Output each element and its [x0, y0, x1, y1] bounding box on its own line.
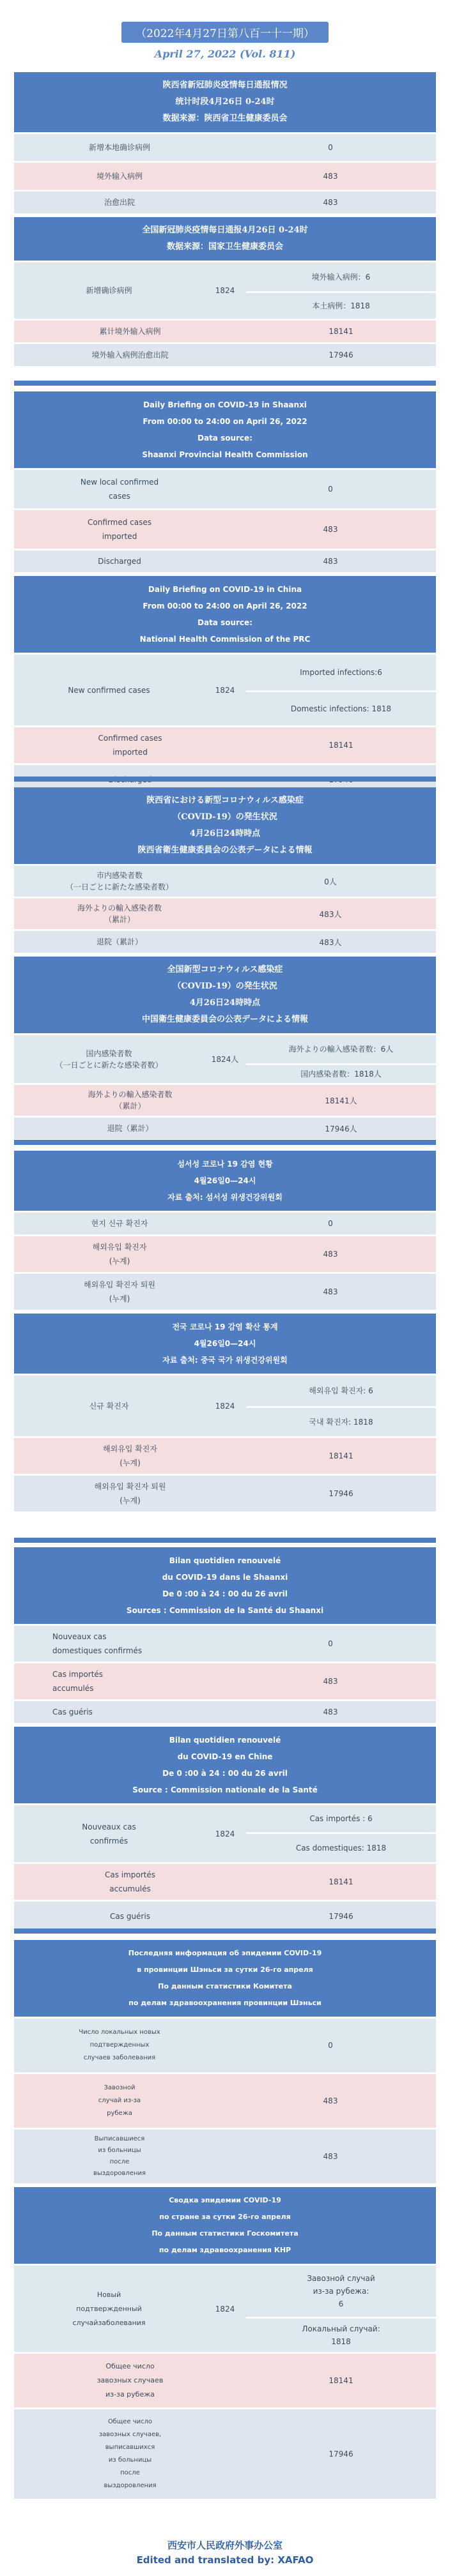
jp-section [14, 785, 436, 1141]
ru-china-title: Сводка эпидемии COVID-19 [169, 2196, 281, 2204]
table-row-value: 483人 [225, 931, 436, 953]
table-row-label: 境外输入病例治愈出院 [14, 344, 246, 366]
fr-china-header [14, 1727, 436, 1803]
kr-shaanxi-period: 4월26일0—24시 [194, 1176, 256, 1185]
jp-china-table [14, 955, 436, 1141]
fr-china-source: Source : Commission nationale de la Santé [132, 1785, 318, 1794]
en-section [14, 390, 436, 796]
imported-cases: Завозной случай из-за рубежа: 6 [246, 2266, 436, 2317]
table-row-value: 18141 [246, 321, 436, 342]
new-cases-label: New confirmed cases [14, 655, 204, 725]
table-row-label: 市内感染者数 （一日ごとに新たな感染者数） [14, 866, 225, 897]
en-china-title: Daily Briefing on COVID-19 in China [148, 585, 302, 594]
kr-china-table [14, 1312, 436, 1513]
new-cases-total: 1824 [204, 1805, 246, 1862]
table-row-label: 현지 신규 확진자 [14, 1213, 225, 1234]
jp-china-period: 4月26日24時時点 [189, 998, 261, 1008]
table-row-value: 17946 [246, 344, 436, 366]
table-row-value: 0 [225, 1213, 436, 1234]
table-row-value: 18141 [246, 727, 436, 763]
fr-china-title: Bilan quotidien renouvelé [169, 1736, 281, 1745]
table-row-label: 退院（累計） [14, 1118, 246, 1139]
imported-cases: Cas importés : 6 [246, 1805, 436, 1832]
cn-china-title: 全国新冠肺炎疫情每日通报4月26日 0-24时 [142, 225, 308, 235]
ru-shaanxi-source: по делам здравоохранения провинции Шэньси [128, 1999, 322, 2007]
table-row-value: 0 [225, 470, 436, 508]
domestic-cases: 국내 확진자: 1818 [246, 1408, 436, 1436]
ru-china-period: по стране за сутки 26-го апреля [159, 2213, 291, 2221]
table-row-label: Discharged [14, 550, 225, 572]
en-shaanxi-header [14, 391, 436, 468]
domestic-cases: Локальный случай: 1818 [246, 2319, 436, 2352]
kr-china-period: 4월26일0—24시 [194, 1339, 256, 1348]
table-row-label: Общее число завозных случаев, выписавшихся из больницы после выздоровления [14, 2409, 246, 2499]
table-row-value: 483 [225, 510, 436, 549]
section-divider [14, 381, 436, 386]
fr-shaanxi-source: Sources : Commission de la Santé du Shaanxi [126, 1606, 324, 1615]
new-cases-label: 신규 확진자 [14, 1375, 204, 1436]
jp-china-header [14, 957, 436, 1033]
top-strip [0, 0, 450, 6]
imported-cases: 境外输入病例：6 [246, 262, 436, 291]
table-row-value: 18141人 [246, 1085, 436, 1116]
cn-shaanxi-period: 统计时段4月26日 0-24时 [175, 97, 275, 107]
cn-shaanxi-title: 陕西省新冠肺炎疫情每日通报情况 [162, 80, 288, 90]
fr-china-subtitle: du COVID-19 en Chine [177, 1752, 273, 1761]
table-row-label: Nouveaux cas domestiques confirmés [14, 1626, 225, 1662]
table-row-value: 0人 [225, 866, 436, 897]
imported-cases: 해외유입 확진자: 6 [246, 1375, 436, 1406]
new-cases-label: 国内感染者数 （一日ごとに新たな感染者数） [14, 1035, 204, 1083]
ru-shaanxi-table [14, 1938, 436, 2185]
en-shaanxi-title: Daily Briefing on COVID-19 in Shaanxi [143, 400, 307, 409]
table-row-label: 新增本地确诊病例 [14, 134, 225, 161]
kr-shaanxi-header [14, 1151, 436, 1211]
section-divider [14, 1140, 436, 1145]
jp-shaanxi-source: 陝西省衛生健康委員会の公表データによる情報 [137, 845, 313, 855]
new-cases-label: Новый подтвержденный случайзаболевания [14, 2266, 204, 2352]
fr-shaanxi-subtitle: du COVID-19 dans le Shaanxi [162, 1573, 288, 1582]
table-row-value: 0 [225, 1626, 436, 1662]
table-row-label: New local confirmed cases [14, 470, 225, 508]
table-row-label: 境外输入病例 [14, 163, 225, 190]
table-row-value: 17946 [246, 1902, 436, 1931]
table-row-value: 483 [225, 2130, 436, 2183]
jp-shaanxi-period: 4月26日24時時点 [189, 829, 261, 838]
jp-shaanxi-subtitle: （COVID-19）の発生状況 [173, 812, 277, 822]
table-row-label: 해외유입 확진자 퇴원 (누계) [14, 1274, 225, 1310]
table-row-value: 17946 [246, 1476, 436, 1512]
issue-header [0, 22, 450, 60]
fr-shaanxi-period: De 0 :00 à 24 : 00 du 26 avril [162, 1589, 288, 1598]
domestic-cases: Cas domestiques: 1818 [246, 1834, 436, 1862]
jp-shaanxi-table [14, 785, 436, 955]
en-china-table [14, 574, 436, 796]
section-divider [14, 1538, 436, 1543]
table-row-value: 17946 [246, 2409, 436, 2499]
issue-badge: （2022年4月27日第八百一十一期） [121, 22, 329, 43]
cn-section [14, 70, 436, 368]
table-row-value: 0 [225, 134, 436, 161]
cn-shaanxi-source: 数据来源：陕西省卫生健康委员会 [162, 114, 288, 123]
kr-china-source: 자료 출처: 중국 국가 위생건강위원회 [162, 1356, 288, 1365]
table-row-value: 0 [225, 2019, 436, 2072]
ru-china-source: по делам здравоохранения КНР [159, 2246, 291, 2254]
fr-shaanxi-table [14, 1545, 436, 1725]
table-row-value: 18141 [246, 1438, 436, 1474]
table-row-label: 해외유입 확진자 퇴원 (누계) [14, 1476, 246, 1512]
en-shaanxi-source: Shaanxi Provincial Health Commission [142, 450, 308, 459]
imported-cases: Imported infections:6 [246, 655, 436, 690]
domestic-cases: Domestic infections: 1818 [246, 692, 436, 725]
table-row-value: 483 [225, 2074, 436, 2128]
fr-shaanxi-title: Bilan quotidien renouvelé [169, 1556, 281, 1565]
ru-shaanxi-title: Последняя информация об эпидемии COVID-19 [128, 1949, 322, 1957]
table-row-label: Confirmed cases imported [14, 510, 225, 549]
kr-china-title: 전국 코로나 19 감염 확산 통계 [172, 1322, 278, 1331]
kr-shaanxi-table [14, 1149, 436, 1312]
en-china-header [14, 576, 436, 653]
table-row-label: 海外よりの輸入感染者数 （累計） [14, 898, 225, 929]
footer-office: 西安市人民政府外事办公室 [167, 2540, 283, 2551]
en-china-source-label: Data source: [198, 618, 252, 627]
table-row-label: Число локальных новых подтвержденных случаев заболевания [14, 2019, 225, 2072]
table-row-label: Общее число завозных случаев из-за рубежа [14, 2354, 246, 2407]
ru-shaanxi-period: в провинции Шэньси за сутки 26-го апреля [137, 1966, 313, 1974]
table-row-label: 해외유입 확진자 (누계) [14, 1438, 246, 1474]
table-row-value: 483 [225, 163, 436, 190]
imported-cases: 海外よりの輸入感染者数：6人 [246, 1035, 436, 1063]
table-row-label: Cas guéris [14, 1902, 246, 1931]
kr-china-header [14, 1314, 436, 1374]
table-row-label: 治愈出院 [14, 192, 225, 213]
cn-china-table [14, 215, 436, 368]
table-row-label: Cas importés accumulés [14, 1864, 246, 1900]
table-row-label: Выписавшиеся из больницы после выздоровления [14, 2130, 225, 2183]
cn-shaanxi-header [14, 72, 436, 132]
table-row-value: 483人 [225, 898, 436, 929]
table-row-value: 18141 [246, 2354, 436, 2407]
ru-shaanxi-header [14, 1940, 436, 2017]
jp-china-subtitle: （COVID-19）の発生状況 [173, 981, 277, 991]
table-row-label: Cas guéris [14, 1701, 225, 1723]
table-row-label: 해외유입 확진자 (누계) [14, 1236, 225, 1272]
footer [0, 2538, 450, 2566]
kr-section [14, 1149, 436, 1513]
en-china-period: From 00:00 to 24:00 on April 26, 2022 [143, 602, 307, 610]
table-row-value: 483 [225, 1701, 436, 1723]
jp-china-source: 中国衛生健康委員会の公表データによる情報 [141, 1015, 308, 1024]
table-row-value: 483 [225, 192, 436, 213]
table-row-label: 海外よりの輸入感染者数 （累計） [14, 1085, 246, 1116]
fr-shaanxi-header [14, 1547, 436, 1624]
table-row-label: Cas importés accumulés [14, 1663, 225, 1699]
ru-shaanxi-source-label: По данным статистики Комитета [158, 1982, 292, 1990]
jp-shaanxi-title: 陝西省における新型コロナウィルス感染症 [146, 796, 304, 805]
fr-china-period: De 0 :00 à 24 : 00 du 26 avril [162, 1769, 288, 1778]
ru-china-header [14, 2187, 436, 2264]
table-row-label: 累计境外输入病例 [14, 321, 246, 342]
table-row-value: 483 [225, 1274, 436, 1310]
table-row-label: 退院（累計） [14, 931, 225, 953]
ru-china-source-label: По данным статистики Госкомитета [151, 2229, 299, 2238]
en-shaanxi-period: From 00:00 to 24:00 on April 26, 2022 [143, 417, 307, 426]
ru-china-table [14, 2185, 436, 2501]
table-row-value: 483 [225, 550, 436, 572]
section-divider [14, 1928, 436, 1934]
cn-china-header [14, 217, 436, 261]
table-row-value: 483 [225, 1236, 436, 1272]
new-cases-total: 1824 [204, 655, 246, 725]
section-divider [14, 777, 436, 782]
jp-shaanxi-header [14, 787, 436, 864]
footer-credit: Edited and translated by: XAFAO [136, 2554, 314, 2566]
fr-section [14, 1545, 436, 1933]
kr-shaanxi-title: 섬서성 코로나 19 감염 현황 [177, 1160, 273, 1169]
new-cases-total: 1824 [204, 2266, 246, 2352]
en-china-source: National Health Commission of the PRC [139, 635, 311, 644]
new-cases-label: 新增确诊病例 [14, 262, 204, 319]
cn-china-source: 数据来源：国家卫生健康委员会 [166, 242, 283, 252]
new-cases-label: Nouveaux cas confirmés [14, 1805, 204, 1862]
ru-section [14, 1938, 436, 2501]
jp-china-title: 全国新型コロナウィルス感染症 [167, 965, 283, 974]
table-row-label: Завозной случай из-за рубежа [14, 2074, 225, 2128]
table-row-value: 18141 [246, 1864, 436, 1900]
new-cases-total: 1824人 [204, 1035, 246, 1083]
fr-china-table [14, 1725, 436, 1933]
kr-shaanxi-source: 자료 출처: 섬서성 위생건강위원회 [167, 1193, 283, 1202]
cn-shaanxi-table [14, 70, 436, 215]
table-row-label: Confirmed cases imported [14, 727, 246, 763]
en-shaanxi-source-label: Data source: [198, 434, 252, 443]
issue-date: April 27, 2022 (Vol. 811) [154, 48, 296, 60]
domestic-cases: 本土病例：1818 [246, 293, 436, 319]
domestic-cases: 国内感染者数：1818人 [246, 1065, 436, 1083]
en-shaanxi-table [14, 390, 436, 574]
new-cases-total: 1824 [204, 262, 246, 319]
new-cases-total: 1824 [204, 1375, 246, 1436]
table-row-value: 483 [225, 1663, 436, 1699]
table-row-value: 17946人 [246, 1118, 436, 1139]
